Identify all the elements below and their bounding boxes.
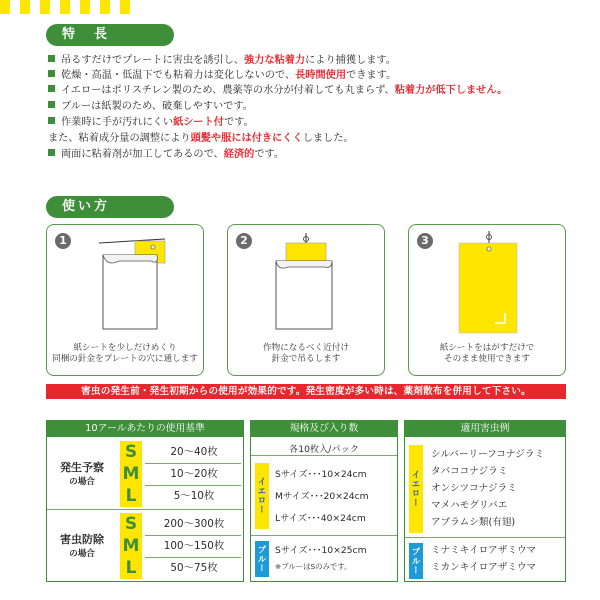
feature-highlight: 長時間使用 — [295, 70, 347, 81]
usage-amount: 100〜150枚 — [163, 540, 225, 552]
feature-text: 作業時に手が汚れにくい — [61, 117, 174, 128]
pest-item: タバココナジラミ — [431, 466, 508, 477]
pest-yellow-label: イエロー — [409, 445, 423, 533]
step-1-panel — [46, 224, 204, 376]
pest-item: マメハモグリバエ — [431, 500, 508, 511]
feature-text: イエローはポリスチレン製のため、農薬等の水分が付着しても丸まらず、 — [61, 85, 395, 96]
bullet-square-icon — [48, 117, 55, 124]
feature-highlight: 紙シート付 — [173, 117, 224, 128]
feature-item — [48, 148, 284, 162]
spec-title: 規格及び入り数 — [251, 421, 397, 437]
feature-text: により捕獲します。 — [305, 55, 396, 66]
feature-item — [48, 100, 253, 114]
feature-text: ブルーは紙製のため、破棄しやすいです。 — [61, 101, 253, 112]
usage-standard-table — [46, 420, 244, 582]
bullet-square-icon — [48, 101, 55, 108]
pest-item: ミナミキイロアザミウマ — [431, 545, 537, 556]
feature-highlight: 頭髪や服には付きにくく — [190, 133, 303, 144]
feature-text: 両面に粘着剤が加工してあるので、 — [61, 149, 224, 160]
spec-line: Mサイズ･･･20×24cm — [275, 491, 369, 502]
usage-table-title: 10アールあたりの使用基準 — [47, 421, 243, 437]
step-number: 2 — [236, 233, 252, 249]
usage-amount: 50〜75枚 — [170, 562, 218, 574]
feature-highlight: 粘着力が低下しません。 — [394, 85, 508, 96]
step-2-panel — [227, 224, 385, 376]
usage-amount: 20〜40枚 — [170, 446, 218, 458]
feature-text: です。 — [224, 117, 254, 128]
pest-item: ミカンキイロアザミウマ — [431, 562, 537, 573]
usage-group-label: 害虫防除 の場合 — [60, 533, 104, 559]
feature-item — [48, 69, 396, 83]
feature-item — [48, 132, 354, 146]
feature-text: できます。 — [346, 70, 397, 81]
spec-line: Sサイズ･･･10×24cm — [275, 469, 367, 480]
plate-ready-illustration — [409, 225, 565, 337]
size-letter: S — [124, 442, 138, 462]
size-letter: M — [122, 536, 140, 556]
pest-item: シルバーリーフコナジラミ — [431, 449, 545, 460]
spec-panel — [250, 420, 398, 582]
step-number: 1 — [55, 233, 71, 249]
feature-highlight: 経済的 — [223, 149, 255, 160]
size-letter: M — [122, 464, 140, 484]
usage-amount: 200〜300枚 — [163, 518, 225, 530]
feature-text: です。 — [254, 149, 285, 160]
pest-panel — [404, 420, 566, 582]
feature-item — [48, 54, 396, 68]
feature-item — [48, 116, 254, 130]
features-header: 特 長 — [46, 24, 174, 46]
usage-warning: 害虫の発生前・発生初期からの使用が効果的です。発生密度が多い時は、薬剤散布を併用して下さい。 — [46, 384, 566, 399]
bullet-square-icon — [48, 85, 55, 92]
spec-line: Sサイズ･･･10×25cm — [275, 545, 367, 556]
feature-text: しました。 — [302, 133, 354, 144]
pest-blue-label: ブルー — [409, 543, 423, 579]
pest-item: オンシツコナジラミ — [431, 483, 517, 494]
top-stripes — [0, 0, 140, 14]
bullet-square-icon — [48, 70, 55, 77]
spec-note: ※ブルーはSのみです。 — [275, 562, 352, 571]
step-number: 3 — [417, 233, 433, 249]
spec-blue-label: ブルー — [255, 541, 269, 577]
spec-yellow-label: イエロー — [255, 463, 269, 529]
usage-group-label: 発生予察 の場合 — [60, 461, 104, 487]
pest-item: アブラムシ類(有翅) — [431, 517, 516, 528]
step-3-caption: 紙シートをはがすだけで そのまま使用できます — [439, 343, 535, 364]
feature-text: また、粘着成分量の調整により — [48, 133, 191, 144]
feature-item — [48, 84, 507, 98]
usage-amount: 5〜10枚 — [173, 490, 215, 502]
plate-hang-illustration — [228, 225, 384, 337]
step-1-caption: 紙シートを少しだけめくり 同梱の針金をプレートの穴に通します — [52, 343, 198, 364]
feature-text: 乾燥・高温・低温下でも粘着力は変化しないので、 — [61, 70, 296, 81]
pest-title: 適用害虫例 — [405, 421, 565, 437]
usage-header: 使い方 — [46, 196, 174, 218]
plate-peel-illustration — [47, 225, 203, 337]
step-2-caption: 作物になるべく近付け 針金で吊るします — [263, 343, 349, 364]
size-letter: L — [125, 558, 137, 578]
feature-highlight: 強力な粘着力 — [243, 55, 306, 66]
feature-text: 吊るすだけでプレートに害虫を誘引し、 — [61, 55, 244, 66]
bullet-square-icon — [48, 149, 55, 156]
usage-amount: 10〜20枚 — [170, 468, 218, 480]
spec-subtitle: 各10枚入/パック — [289, 444, 359, 455]
size-letter: S — [124, 514, 138, 534]
bullet-square-icon — [48, 55, 55, 62]
spec-line: Lサイズ･･･40×24cm — [275, 513, 366, 524]
step-3-panel — [408, 224, 566, 376]
size-letter: L — [125, 486, 137, 506]
